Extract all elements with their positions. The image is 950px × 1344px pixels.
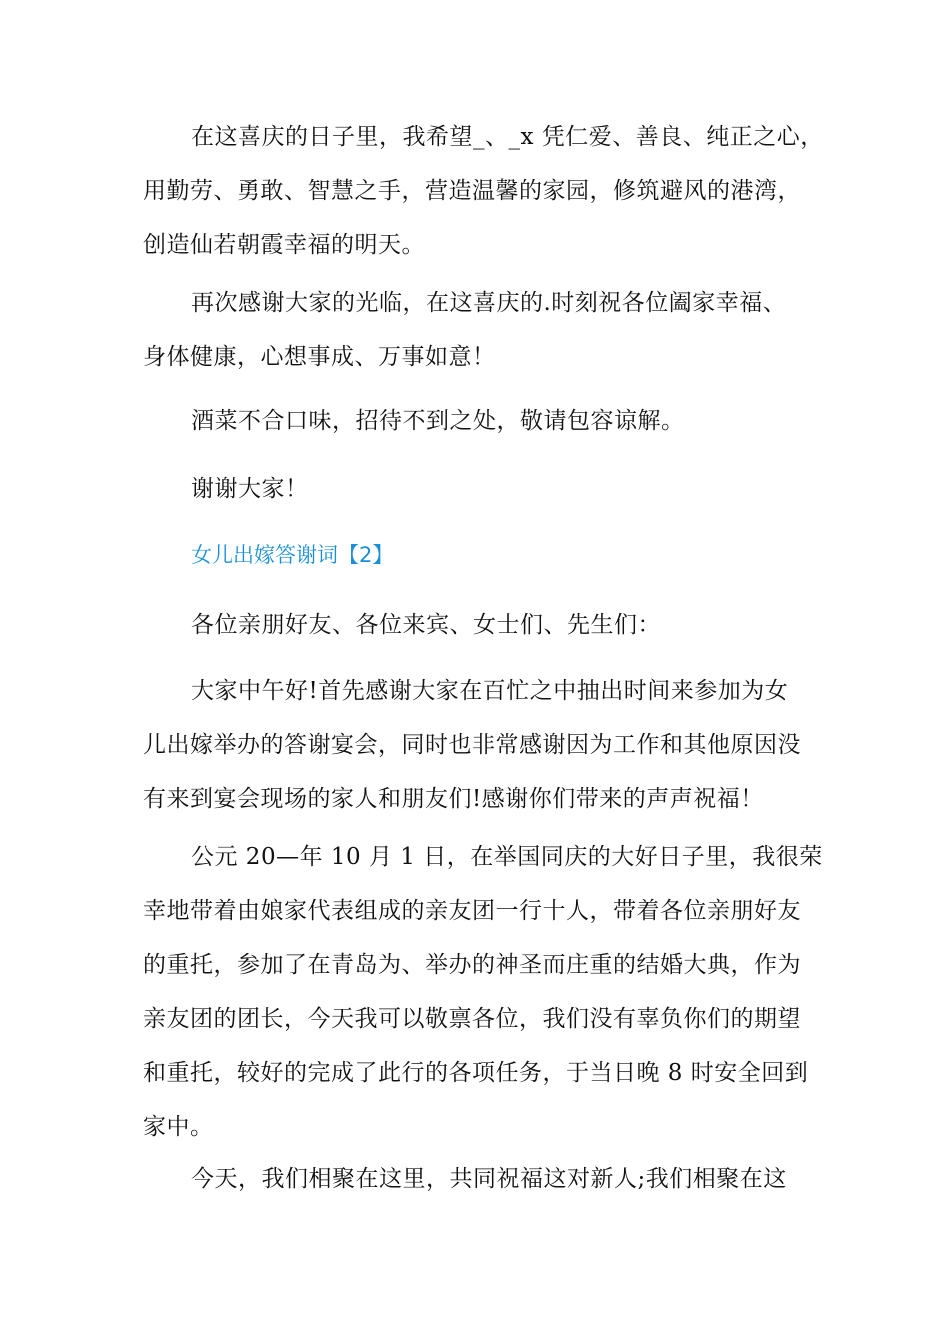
text-line: 有来到宴会现场的家人和朋友们!感谢你们带来的声声祝福！ [143, 786, 764, 812]
paragraph-thanks-again [143, 276, 833, 384]
section-heading: 女儿出嫁答谢词【2】 [191, 543, 394, 567]
paragraph-thank-you [143, 462, 833, 516]
text-line: 今天，我们相聚在这里，共同祝福这对新人;我们相聚在这 [191, 1166, 787, 1192]
text-line: 亲友团的团长，今天我可以敬禀各位，我们没有辜负你们的期望 [143, 1006, 801, 1032]
paragraph-gathering [143, 1152, 833, 1206]
paragraph-opening [143, 664, 833, 826]
paragraph-apology [143, 394, 833, 448]
text-line: 再次感谢大家的光临，在这喜庆的.时刻祝各位阖家幸福、 [191, 290, 787, 316]
paragraph-greeting [143, 598, 833, 652]
text-line: 谢谢大家！ [191, 476, 309, 502]
text-line: 和重托，较好的完成了此行的各项任务，于当日晚 8 时安全回到 [143, 1060, 809, 1086]
text-line: 创造仙若朝霞幸福的明天。 [143, 232, 425, 258]
paragraph-wish [143, 110, 833, 272]
text-line: 各位亲朋好友、各位来宾、女士们、先生们： [191, 612, 661, 638]
text-line: 大家中午好!首先感谢大家在百忙之中抽出时间来参加为女 [191, 678, 789, 704]
text-line: 酒菜不合口味，招待不到之处，敬请包容谅解。 [191, 408, 685, 434]
text-line: 用勤劳、勇敢、智慧之手，营造温馨的家园，修筑避风的港湾， [143, 178, 801, 204]
text-line: 幸地带着由娘家代表组成的亲友团一行十人，带着各位亲朋好友 [143, 898, 801, 924]
text-line: 在这喜庆的日子里，我希望_、_x 凭仁爱、善良、纯正之心， [191, 124, 824, 150]
text-line: 身体健康，心想事成、万事如意！ [143, 344, 496, 370]
text-line: 的重托，参加了在青岛为、举办的神圣而庄重的结婚大典，作为 [143, 952, 801, 978]
text-line: 儿出嫁举办的答谢宴会，同时也非常感谢因为工作和其他原因没 [143, 732, 801, 758]
text-line: 公元 20—年 10 月 1 日，在举国同庆的大好日子里，我很荣 [191, 844, 823, 870]
paragraph-wedding-trip [143, 830, 833, 1154]
text-line: 家中。 [143, 1114, 214, 1140]
